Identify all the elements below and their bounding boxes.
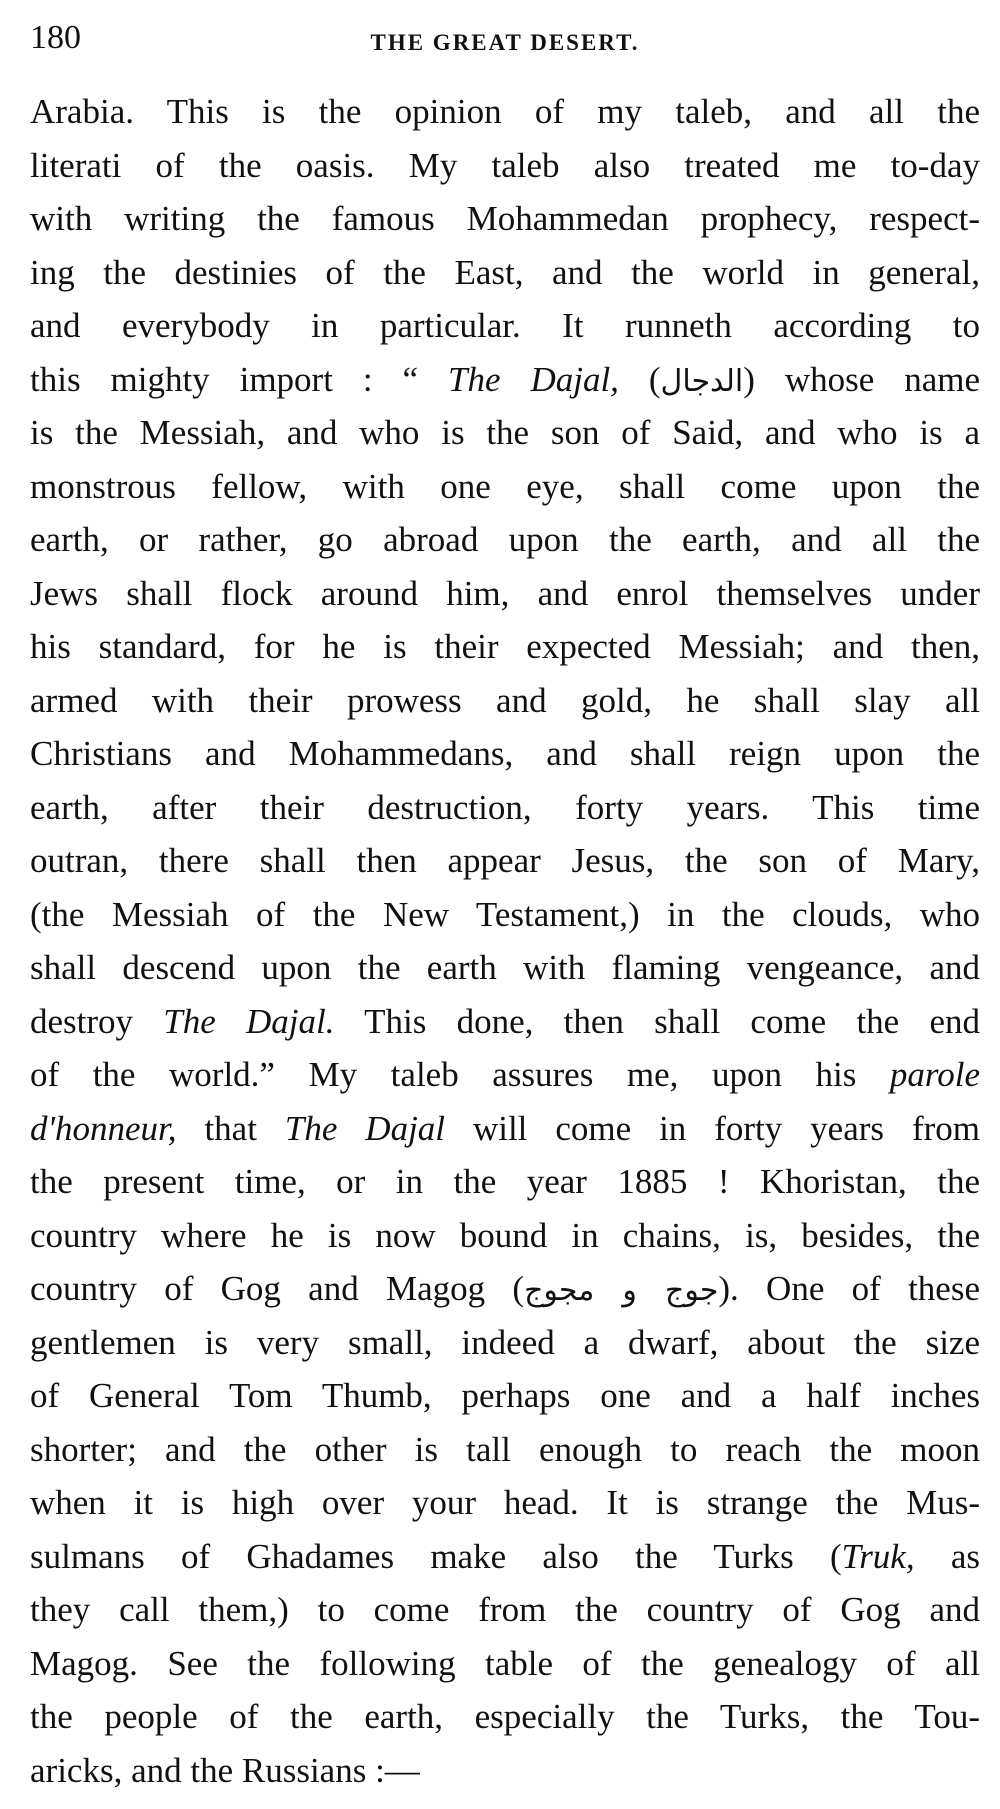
text-line <box>30 1423 980 1477</box>
text-segment: This done, then shall come the end <box>334 1001 980 1041</box>
text-segment: of General Tom Thumb, perhaps one and a half inches <box>30 1376 980 1415</box>
running-head: THE GREAT DESERT. <box>370 30 640 55</box>
text-line <box>30 941 980 995</box>
text-line <box>30 1476 980 1530</box>
text-segment: country where he is now bound in chains, is, besides, the <box>30 1215 980 1255</box>
text-segment: sulmans of Ghadames make also the Turks ( <box>30 1536 842 1576</box>
text-segment: shorter; and the other is tall enough to reach the moon <box>30 1429 980 1469</box>
italic-text: parole <box>889 1055 980 1094</box>
italic-text: The Dajal, <box>448 359 619 399</box>
text-line <box>30 1209 980 1263</box>
italic-text: The Dajal. <box>163 1001 335 1041</box>
text-line <box>30 620 980 674</box>
text-segment: is the Messiah, and who is the son of Said, and who is a <box>30 413 980 452</box>
text-line <box>30 727 980 781</box>
text-line <box>30 460 980 514</box>
italic-text: The Dajal <box>284 1108 446 1148</box>
text-line <box>30 192 980 246</box>
text-segment: they call them,) to come from the country of Gog and <box>30 1590 980 1629</box>
text-line <box>30 1583 980 1637</box>
text-line <box>30 995 980 1049</box>
text-segment: when it is high over your head. It is strange the Mus- <box>30 1483 980 1522</box>
text-segment: armed with their prowess and gold, he shall slay all <box>30 680 980 720</box>
text-segment: monstrous fellow, with one eye, shall come upon the <box>30 466 980 506</box>
text-segment: (the Messiah of the New Testament,) in the clouds, who <box>30 894 980 934</box>
text-line <box>30 1637 980 1691</box>
text-segment: the present time, or in the year 1885 ! Khoristan, the <box>30 1162 980 1201</box>
italic-text: d'honneur, <box>30 1108 177 1148</box>
text-segment: ( <box>618 359 661 399</box>
text-line <box>30 246 980 300</box>
text-segment: Christians and Mohammedans, and shall reign upon the <box>30 734 980 773</box>
text-segment: ing the destinies of the East, and the world in general, <box>30 252 980 292</box>
text-segment: earth, after their destruction, forty years. This time <box>30 787 980 827</box>
text-segment: that <box>176 1108 285 1148</box>
text-segment: country of Gog and Magog ( <box>30 1269 525 1308</box>
text-segment: as <box>914 1536 981 1576</box>
text-line <box>30 85 980 139</box>
text-line <box>30 139 980 193</box>
text-segment: gentlemen is very small, indeed a dwarf, about the size <box>30 1322 980 1362</box>
text-line <box>30 674 980 728</box>
text-line <box>30 1690 980 1744</box>
text-line <box>30 1262 980 1316</box>
text-line <box>30 888 980 942</box>
text-segment: shall descend upon the earth with flaming vengeance, and <box>30 948 980 987</box>
text-line <box>30 353 980 407</box>
text-line <box>30 513 980 567</box>
text-line <box>30 1316 980 1370</box>
text-segment: the people of the earth, especially the Turks, the Tou- <box>30 1697 980 1736</box>
text-line <box>30 299 980 353</box>
text-line <box>30 1744 980 1798</box>
text-line <box>30 834 980 888</box>
page-number: 180 <box>30 19 81 56</box>
text-segment: ) whose name <box>743 359 981 399</box>
body-text <box>30 85 980 1797</box>
text-segment: will come in forty years from <box>445 1108 980 1148</box>
text-segment: earth, or rather, go abroad upon the earth, and all the <box>30 520 980 559</box>
text-segment: ). One of these <box>718 1269 980 1308</box>
text-line <box>30 406 980 460</box>
text-segment: Arabia. This is the opinion of my taleb, and all the <box>30 92 980 131</box>
text-segment: Jews shall flock around him, and enrol themselves under <box>30 573 980 613</box>
text-line <box>30 1369 980 1423</box>
text-line <box>30 1155 980 1209</box>
arabic-text: الدجال <box>660 363 744 399</box>
text-segment: Magog. See the following table of the genealogy of all <box>30 1643 980 1683</box>
text-segment: this mighty import : “ <box>30 359 449 399</box>
page-header <box>30 18 980 68</box>
text-line <box>30 1530 980 1584</box>
text-segment: aricks, and the Russians :— <box>30 1750 420 1790</box>
text-segment: of the world.” My taleb assures me, upon his <box>30 1055 890 1094</box>
text-line <box>30 567 980 621</box>
text-segment: with writing the famous Mohammedan prophecy, respect- <box>30 199 980 238</box>
arabic-text: جوج و مجوج <box>524 1273 719 1308</box>
text-segment: his standard, for he is their expected Messiah; and then, <box>30 627 980 666</box>
text-segment: outran, there shall then appear Jesus, the son of Mary, <box>30 841 980 880</box>
text-line <box>30 1048 980 1102</box>
text-segment: and everybody in particular. It runneth according to <box>30 306 980 345</box>
text-line <box>30 1102 980 1156</box>
text-segment: literati of the oasis. My taleb also treated me to-day <box>30 145 980 185</box>
text-line <box>30 781 980 835</box>
italic-text: Truk, <box>841 1536 915 1576</box>
text-segment: destroy <box>30 1001 164 1041</box>
